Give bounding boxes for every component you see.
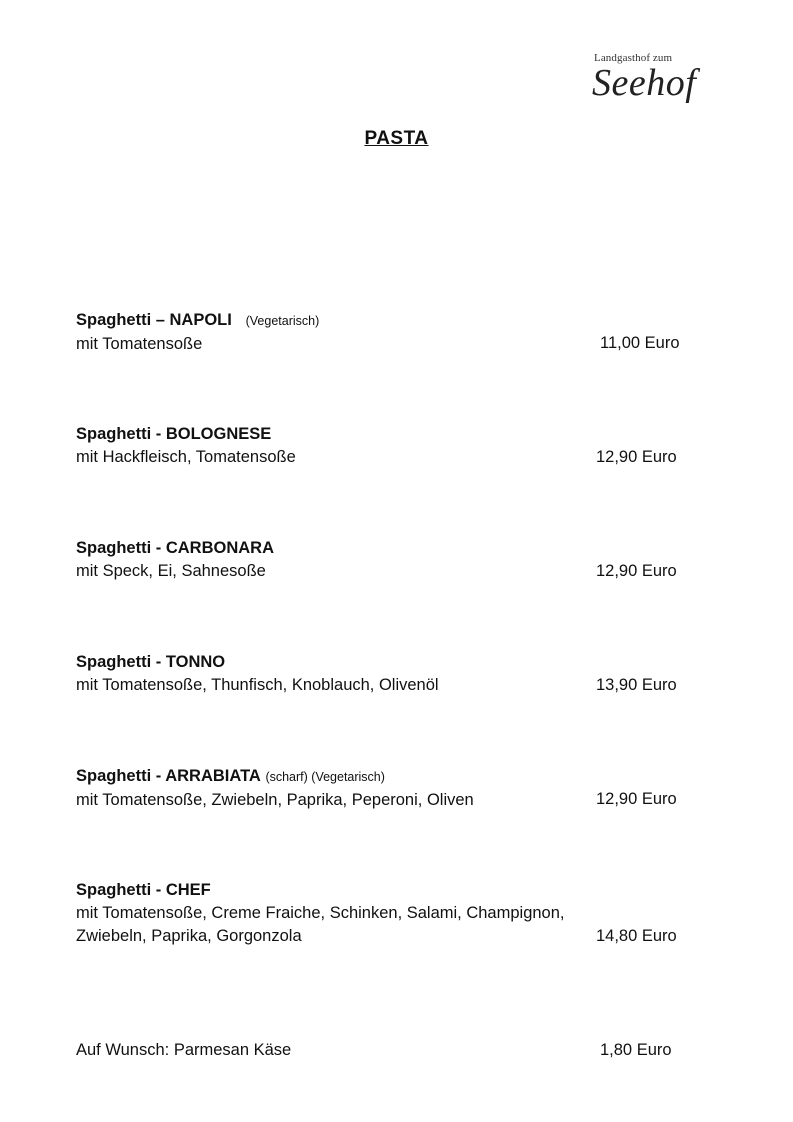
menu-item-price: 13,90 Euro: [596, 676, 677, 694]
menu-item-price: 12,90 Euro: [596, 448, 677, 466]
menu-item-description: mit Tomatensoße, Creme Fraiche, Schinken, Salami, Champignon,: [76, 904, 565, 922]
menu-item-price: 14,80 Euro: [596, 927, 677, 945]
logo-wordmark: Seehof: [592, 62, 697, 104]
menu-item-price: 12,90 Euro: [596, 562, 677, 580]
menu-item-price: 12,90 Euro: [596, 790, 677, 808]
menu-item-description-continued: Zwiebeln, Paprika, Gorgonzola: [76, 927, 302, 945]
restaurant-logo: [592, 52, 722, 104]
menu-item-name: Spaghetti - CARBONARA: [76, 539, 274, 557]
extra-option-label: Auf Wunsch: Parmesan Käse: [76, 1041, 292, 1059]
menu-item-name: Spaghetti - CHEF: [76, 881, 211, 899]
menu-item-description: mit Tomatensoße, Zwiebeln, Paprika, Peperoni, Oliven: [76, 791, 474, 809]
menu-item-description: mit Tomatensoße, Thunfisch, Knoblauch, Olivenöl: [76, 676, 439, 694]
menu-item-price: 11,00 Euro: [600, 334, 680, 352]
logo-subtitle: Landgasthof zum: [594, 52, 673, 64]
menu-item-description: mit Hackfleisch, Tomatensoße: [76, 448, 296, 466]
menu-item-description: mit Speck, Ei, Sahnesoße: [76, 562, 266, 580]
menu-item-name: Spaghetti - ARRABIATA: [76, 767, 261, 785]
extra-option-price: 1,80 Euro: [600, 1041, 672, 1059]
menu-item-description: mit Tomatensoße: [76, 335, 203, 353]
menu-item-name: Spaghetti - BOLOGNESE: [76, 425, 272, 443]
menu-item-note: (scharf) (Vegetarisch): [265, 770, 385, 784]
page-title: PASTA: [364, 128, 429, 149]
menu-item-name: Spaghetti – NAPOLI: [76, 311, 232, 329]
menu-item-name: Spaghetti - TONNO: [76, 653, 226, 671]
menu-item-note: (Vegetarisch): [245, 314, 320, 328]
